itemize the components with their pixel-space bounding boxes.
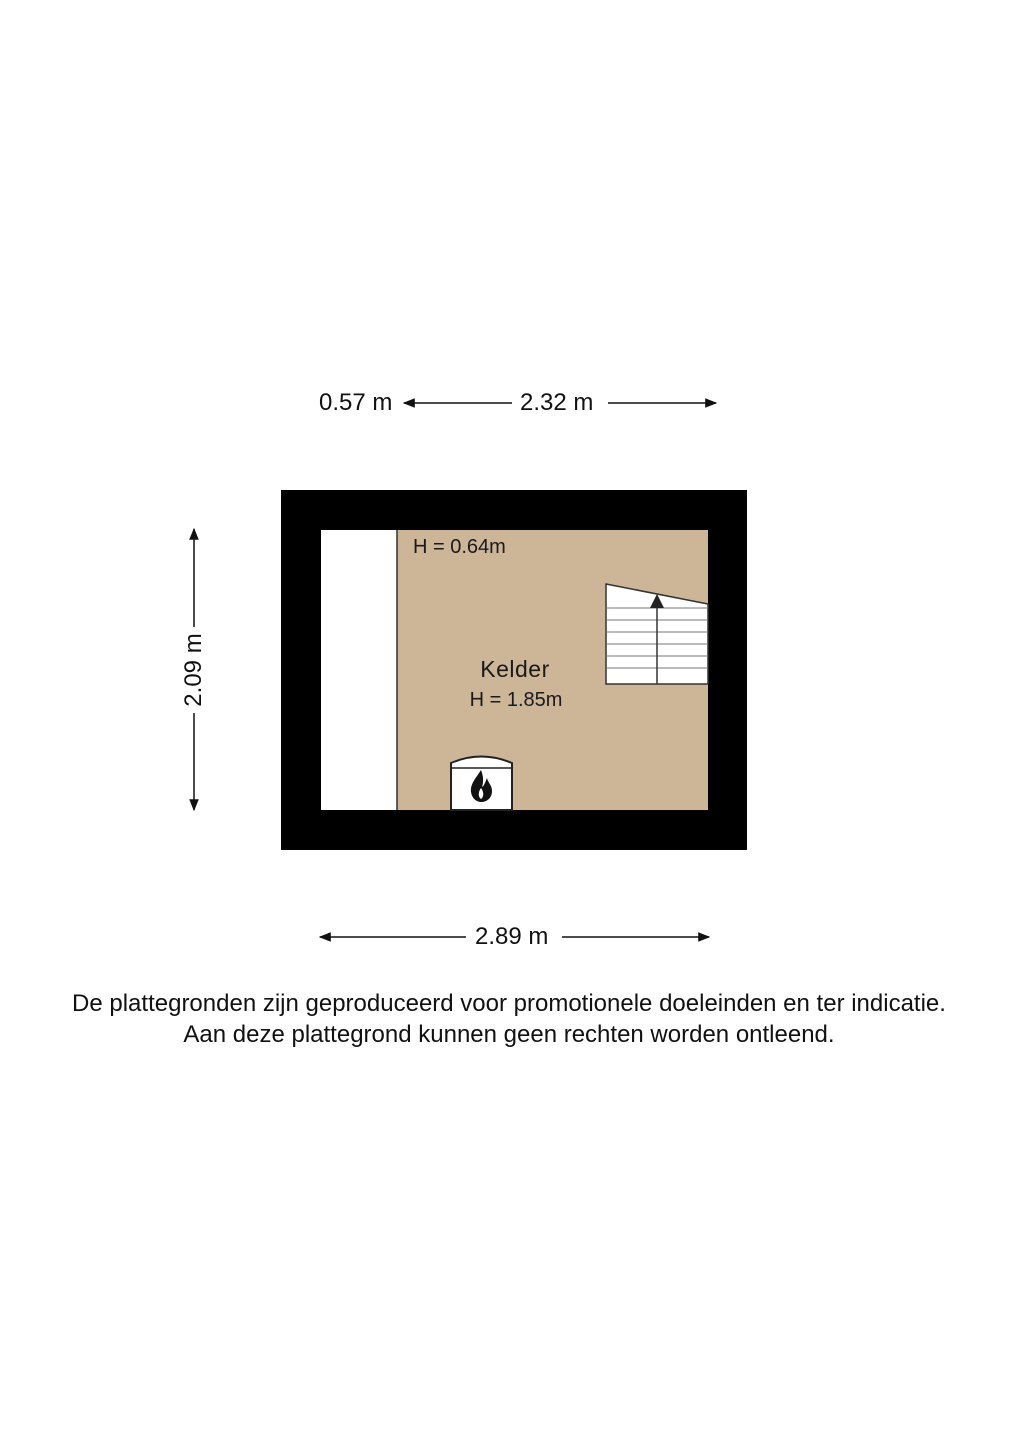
room-name: Kelder bbox=[480, 656, 550, 682]
dimension-top-left: 0.57 m bbox=[319, 389, 393, 416]
disclaimer-line-2: Aan deze plattegrond kunnen geen rechten worden ontleend. bbox=[183, 1021, 835, 1048]
disclaimer bbox=[0, 988, 1018, 1050]
disclaimer-line-1: De plattegronden zijn geproduceerd voor promotionele doeleinden en ter indicatie. bbox=[72, 990, 946, 1017]
storage-area bbox=[321, 530, 397, 810]
fire-icon bbox=[451, 757, 512, 811]
dimension-left: 2.09 m bbox=[180, 629, 208, 710]
storage-height-label: H = 0.64m bbox=[413, 536, 506, 558]
dimension-top-right: 2.32 m bbox=[520, 389, 594, 416]
room-height-label: H = 1.85m bbox=[469, 689, 563, 711]
dimension-bottom: 2.89 m bbox=[475, 923, 549, 950]
